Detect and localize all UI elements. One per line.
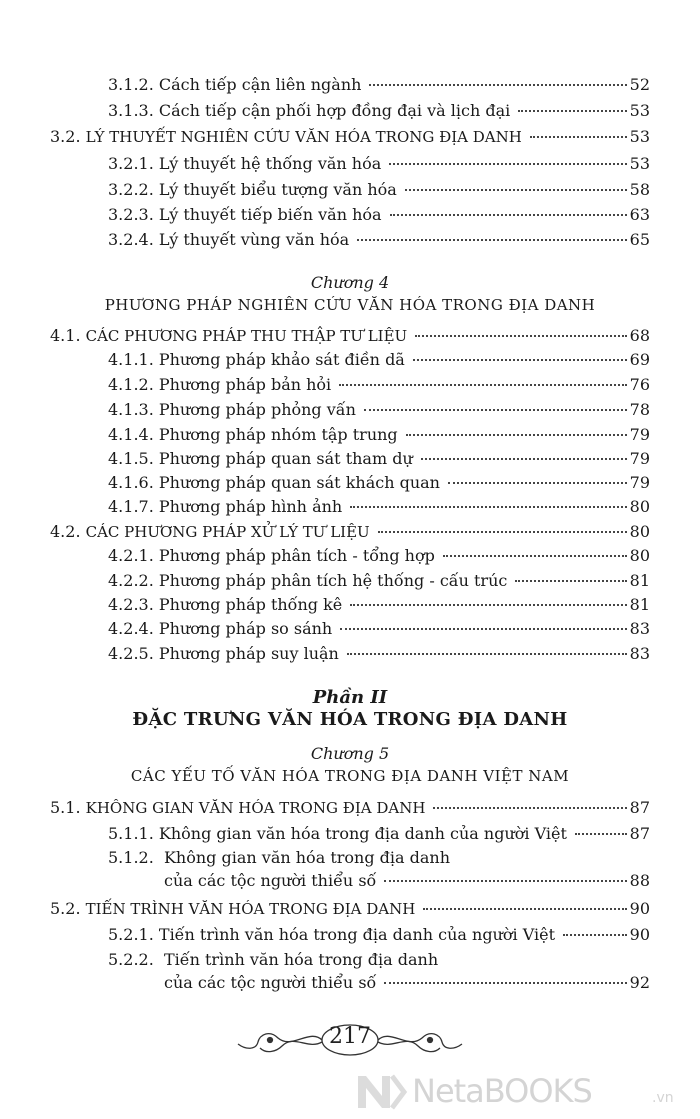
- dot-leader: [563, 934, 627, 936]
- toc-entry: [108, 400, 650, 420]
- entry-number: 3.2.3.: [108, 205, 154, 224]
- entry-page: 90: [629, 899, 650, 918]
- dot-leader: [433, 807, 626, 809]
- toc-entry: [50, 798, 650, 818]
- dot-leader: [357, 239, 626, 241]
- entry-number: 3.2.: [50, 127, 81, 146]
- entry-number: 4.2.2.: [108, 571, 154, 590]
- entry-number: 4.1.2.: [108, 375, 154, 394]
- entry-page: 53: [629, 127, 650, 146]
- dot-leader: [384, 880, 626, 882]
- chapter-title: PHƯƠNG PHÁP NGHIÊN CỨU VĂN HÓA TRONG ĐỊA DANH: [104, 296, 596, 314]
- toc-entry: [50, 127, 650, 147]
- entry-number: 4.1.3.: [108, 400, 154, 419]
- toc-entry: [108, 449, 650, 469]
- dot-leader: [339, 384, 626, 386]
- entry-page: 87: [629, 798, 650, 817]
- entry-title: của các tộc người thiểu số: [164, 973, 377, 992]
- entry-title: Phương pháp nhóm tập trung: [158, 425, 398, 444]
- toc-entry: [108, 497, 650, 517]
- dot-leader: [406, 434, 627, 436]
- dot-leader: [575, 833, 627, 835]
- entry-page: 58: [629, 180, 650, 199]
- toc-entry: [108, 425, 650, 445]
- entry-number: 5.1.: [50, 798, 81, 817]
- entry-number: 4.2.: [50, 522, 81, 541]
- entry-page: 79: [629, 425, 650, 444]
- toc-entry: [50, 326, 650, 346]
- entry-title: CÁC PHƯƠNG PHÁP XỬ LÝ TƯ LIỆU: [85, 523, 370, 541]
- page-number-ornament: [230, 1020, 470, 1060]
- entry-number: 4.1.5.: [108, 449, 154, 468]
- entry-title: Lý thuyết vùng văn hóa: [158, 230, 350, 249]
- entry-number: 4.1.4.: [108, 425, 154, 444]
- toc-entry-first-line: [108, 848, 450, 868]
- entry-title-line1: Tiến trình văn hóa trong địa danh: [163, 950, 439, 969]
- dot-leader: [405, 189, 627, 191]
- entry-page: 92: [629, 973, 650, 992]
- entry-title: KHÔNG GIAN VĂN HÓA TRONG ĐỊA DANH: [85, 799, 426, 817]
- entry-page: 69: [629, 350, 650, 369]
- entry-number: 4.1.: [50, 326, 81, 345]
- entry-number: 3.2.4.: [108, 230, 154, 249]
- entry-page: 68: [629, 326, 650, 345]
- entry-number: 4.1.6.: [108, 473, 154, 492]
- entry-page: 83: [629, 619, 650, 638]
- chapter-label: Chương 4: [310, 273, 390, 292]
- toc-entry: [50, 899, 650, 919]
- entry-number: 4.2.4.: [108, 619, 154, 638]
- toc-entry: [164, 871, 650, 891]
- entry-title: Lý thuyết hệ thống văn hóa: [158, 154, 382, 173]
- dot-leader: [530, 136, 627, 138]
- dot-leader: [364, 409, 627, 411]
- toc-entry: [108, 75, 650, 95]
- entry-number: 4.1.1.: [108, 350, 154, 369]
- entry-page: 87: [629, 824, 650, 843]
- entry-page: 79: [629, 473, 650, 492]
- entry-title: Phương pháp phỏng vấn: [158, 400, 356, 419]
- entry-number: 5.2.1.: [108, 925, 154, 944]
- toc-entry: [50, 522, 650, 542]
- entry-page: 88: [629, 871, 650, 890]
- entry-title: Lý thuyết tiếp biến văn hóa: [158, 205, 382, 224]
- entry-page: 80: [629, 522, 650, 541]
- dot-leader: [350, 506, 626, 508]
- dot-leader: [350, 604, 626, 606]
- toc-entry-first-line: [108, 950, 438, 970]
- entry-number: 4.2.1.: [108, 546, 154, 565]
- dot-leader: [413, 359, 627, 361]
- chapter-title: CÁC YẾU TỐ VĂN HÓA TRONG ĐỊA DANH VIỆT NAM: [130, 767, 570, 785]
- dot-leader: [515, 580, 626, 582]
- toc-entry: [108, 375, 650, 395]
- watermark-suffix: .vn: [652, 1090, 674, 1106]
- part-label: Phần II: [312, 687, 388, 708]
- entry-title: Phương pháp so sánh: [158, 619, 333, 638]
- dot-leader: [448, 482, 627, 484]
- entry-number: 5.2.2.: [108, 950, 154, 969]
- entry-title: Phương pháp bản hỏi: [158, 375, 332, 394]
- watermark-text: NetaBOOKS: [412, 1072, 592, 1110]
- entry-number: 4.1.7.: [108, 497, 154, 516]
- entry-title: Phương pháp khảo sát điền dã: [158, 350, 405, 369]
- entry-page: 76: [629, 375, 650, 394]
- dot-leader: [347, 653, 627, 655]
- chapter-label: Chương 5: [310, 744, 390, 763]
- entry-number: 3.1.2.: [108, 75, 154, 94]
- entry-title: CÁC PHƯƠNG PHÁP THU THẬP TƯ LIỆU: [85, 327, 408, 345]
- dot-leader: [421, 458, 627, 460]
- entry-page: 90: [629, 925, 650, 944]
- entry-title: Cách tiếp cận phối hợp đồng đại và lịch đại: [158, 101, 511, 120]
- entry-page: 63: [629, 205, 650, 224]
- entry-title: Phương pháp suy luận: [158, 644, 339, 663]
- toc-entry: [108, 595, 650, 615]
- entry-title: Cách tiếp cận liên ngành: [158, 75, 362, 94]
- dot-leader: [340, 628, 626, 630]
- entry-page: 80: [629, 497, 650, 516]
- entry-title: Không gian văn hóa trong địa danh của người Việt: [158, 824, 567, 843]
- dot-leader: [423, 908, 626, 910]
- entry-page: 81: [629, 595, 650, 614]
- toc-entry: [108, 546, 650, 566]
- page-number: 217: [329, 1024, 371, 1049]
- toc-entry: [108, 644, 650, 664]
- watermark: [352, 1068, 692, 1114]
- entry-title-line1: Không gian văn hóa trong địa danh: [163, 848, 451, 867]
- entry-title: Tiến trình văn hóa trong địa danh của người Việt: [158, 925, 556, 944]
- entry-title: TIẾN TRÌNH VĂN HÓA TRONG ĐỊA DANH: [85, 900, 416, 918]
- dot-leader: [518, 110, 626, 112]
- entry-page: 65: [629, 230, 650, 249]
- entry-title: Lý thuyết biểu tượng văn hóa: [158, 180, 397, 199]
- entry-title: của các tộc người thiểu số: [164, 871, 377, 890]
- entry-number: 4.2.5.: [108, 644, 154, 663]
- entry-title: Phương pháp quan sát tham dự: [158, 449, 413, 468]
- entry-page: 53: [629, 154, 650, 173]
- entry-page: 79: [629, 449, 650, 468]
- toc-entry: [108, 824, 650, 844]
- part-title: ĐẶC TRƯNG VĂN HÓA TRONG ĐỊA DANH: [132, 709, 568, 730]
- dot-leader: [369, 84, 626, 86]
- entry-number: 3.2.1.: [108, 154, 154, 173]
- entry-page: 83: [629, 644, 650, 663]
- entry-number: 4.2.3.: [108, 595, 154, 614]
- entry-page: 52: [629, 75, 650, 94]
- dot-leader: [389, 163, 626, 165]
- toc-entry: [108, 154, 650, 174]
- entry-page: 81: [629, 571, 650, 590]
- toc-entry: [108, 571, 650, 591]
- toc-entry: [108, 925, 650, 945]
- entry-number: 5.1.2.: [108, 848, 154, 867]
- toc-entry: [108, 205, 650, 225]
- entry-title: Phương pháp hình ảnh: [158, 497, 343, 516]
- netabooks-logo-icon: [352, 1068, 408, 1114]
- entry-number: 5.1.1.: [108, 824, 154, 843]
- toc-entry: [108, 473, 650, 493]
- dot-leader: [415, 335, 626, 337]
- entry-number: 3.1.3.: [108, 101, 154, 120]
- dot-leader: [390, 214, 627, 216]
- entry-title: Phương pháp phân tích - tổng hợp: [158, 546, 435, 565]
- entry-title: Phương pháp quan sát khách quan: [158, 473, 440, 492]
- toc-entry: [108, 350, 650, 370]
- toc-entry: [108, 180, 650, 200]
- entry-page: 80: [629, 546, 650, 565]
- entry-page: 78: [629, 400, 650, 419]
- dot-leader: [443, 555, 627, 557]
- entry-page: 53: [629, 101, 650, 120]
- entry-number: 5.2.: [50, 899, 81, 918]
- entry-title: Phương pháp thống kê: [158, 595, 343, 614]
- entry-title: Phương pháp phân tích hệ thống - cấu trúc: [158, 571, 508, 590]
- toc-entry: [108, 619, 650, 639]
- dot-leader: [384, 982, 626, 984]
- dot-leader: [378, 531, 627, 533]
- entry-title: LÝ THUYẾT NGHIÊN CỨU VĂN HÓA TRONG ĐỊA DANH: [85, 128, 522, 146]
- entry-number: 3.2.2.: [108, 180, 154, 199]
- toc-entry: [108, 101, 650, 121]
- toc-entry: [164, 973, 650, 993]
- toc-entry: [108, 230, 650, 250]
